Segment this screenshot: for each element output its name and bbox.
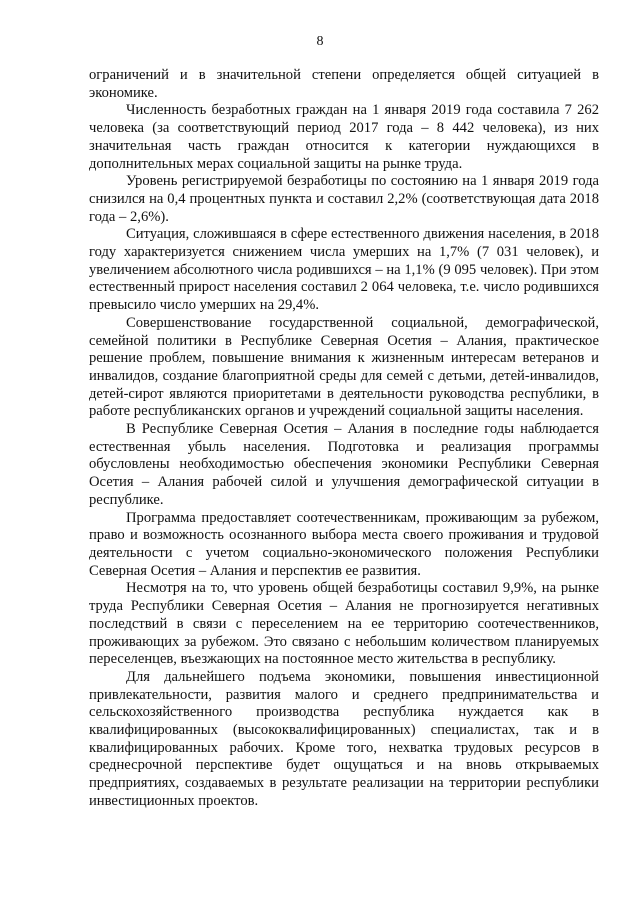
paragraph-natural-movement: Ситуация, сложившаяся в сфере естественного движения населения, в 2018 году характеризуется снижением числа умерших на 1,7% (7 031 человек), и увеличением абсолютного числа родившихся – на 1,1% (9 095 человек). При этом естественный прирост населения составил 2 064 человека, т.е. число родившихся превысило число умерших на 29,4%. [89, 226, 599, 314]
paragraph-unemployment-rate: Уровень регистрируемой безработицы по состоянию на 1 января 2019 года снизился на 0,4 процентных пункта и составил 2,2% (соответствующая дата 2018 года – 2,6%). [89, 173, 599, 225]
paragraph-labor-market: Несмотря на то, что уровень общей безработицы составил 9,9%, на рынке труда Республики Северная Осетия – Алания не прогнозируется негативных последствий в связи с переселением на ее территорию соотечественников, проживающих за рубежом. Это связано с небольшим количеством планируемых переселенцев, въезжающих на постоянное место жительства в республику. [89, 580, 599, 668]
paragraph-social-policy: Совершенствование государственной социальной, демографической, семейной политики в Республике Северная Осетия – Алания, практическое решение проблем, повышение внимания к жизненным интересам ветеранов и инвалидов, создание благоприятной среды для семей с детьми, детей-инвалидов, детей-сирот являются приоритетами в деятельности руководства республики, в работе республиканских органов и учреждений социальной защиты населения. [89, 314, 599, 420]
paragraph-program-offers: Программа предоставляет соотечественникам, проживающим за рубежом, право и возможность осознанного выбора места своего проживания и трудовой деятельности с учетом социально-экономического положения Республики Северная Осетия – Алания и перспектив ее развития. [89, 509, 599, 579]
paragraph-economic-development: Для дальнейшего подъема экономики, повышения инвестиционной привлекательности, развития малого и среднего предпринимательства и сельскохозяйственного производства республика нуждается как в квалифицированных (высококвалифицированных) специалистах, так и в квалифицированных рабочих. Кроме того, нехватка трудовых ресурсов в среднесрочной перспективе будет ощущаться и на вновь открываемых предприятиях, создаваемых в результате реализации на территории республики инвестиционных проектов. [89, 668, 599, 809]
paragraph-unemployed-count: Численность безработных граждан на 1 января 2019 года составила 7 262 человека (за соответствующий период 2017 года – 8 442 человека), из них значительная часть граждан относится к категории нуждающихся в дополнительных мерах социальной защиты на рынке труда. [89, 102, 599, 172]
body-text [89, 67, 599, 811]
paragraph-population-decline: В Республике Северная Осетия – Алания в последние годы наблюдается естественная убыль населения. Подготовка и реализация программы обусловлены необходимостью обеспечения экономики Республики Северная Осетия – Алания рабочей силой и улучшения демографической ситуации в республике. [89, 421, 599, 508]
paragraph-continuation: ограничений и в значительной степени определяется общей ситуацией в экономике. [89, 67, 599, 101]
page-number: 8 [316, 34, 324, 49]
